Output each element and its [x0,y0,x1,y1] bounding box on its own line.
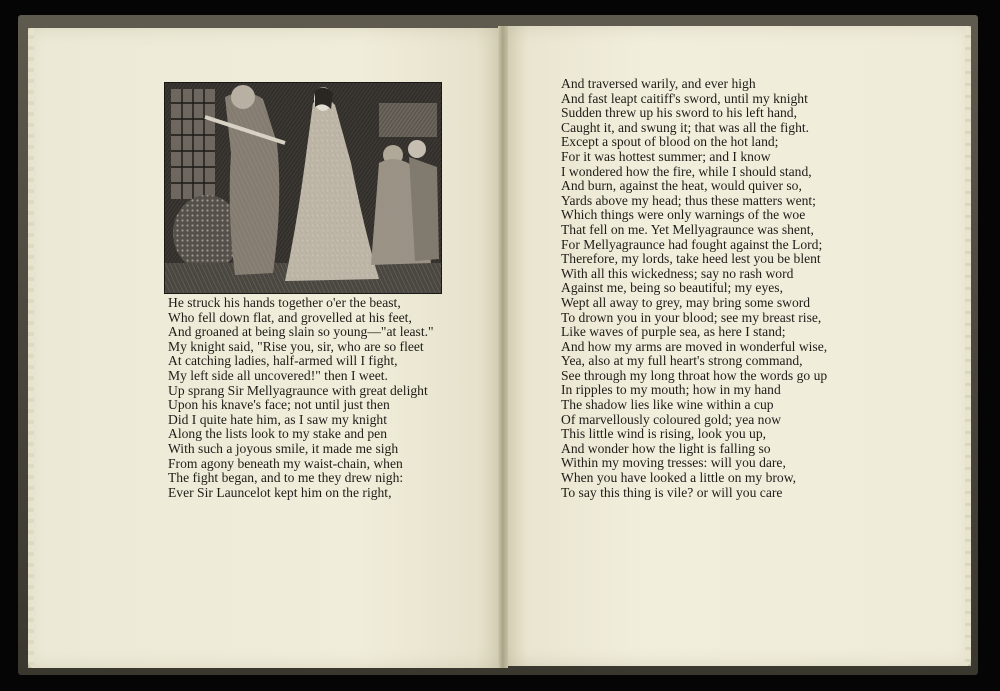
poem-line: Against me, being so beautiful; my eyes, [561,280,783,296]
poem-line: See through my long throat how the words go up [561,367,828,383]
poem-line: My left side all uncovered!" then I weet. [168,367,388,383]
poem-line: Except a spout of blood on the hot land; [561,134,779,150]
poem-line: And groaned at being slain so young—"at least." [168,324,434,340]
poem-line: I wondered how the fire, while I should stand, [561,163,812,179]
poem-line: With all this wickedness; say no rash word [561,265,794,281]
poem-line: Like waves of purple sea, as here I stand; [561,324,786,340]
poem-line: Wept all away to grey, may bring some sword [561,294,811,310]
poem-line: And burn, against the heat, would quiver so, [561,178,802,194]
poem-line: And wonder how the light is falling so [561,440,771,456]
poem-line: Along the lists look to my stake and pen [168,426,387,442]
poem-line: The fight began, and to me they drew nigh: [168,470,404,486]
book-gutter [498,26,508,668]
poem-line: Sudden threw up his sword to his left hand, [561,105,797,121]
poem-line: And traversed warily, and ever high [561,76,756,91]
poem-line: Did I quite hate him, as I saw my knight [168,411,387,427]
poem-line: Yards above my head; thus these matters went; [561,192,816,208]
poem-line: In ripples to my mouth; how in my hand [561,382,781,398]
etching-illustration-drawing [165,83,441,293]
poem-line: Ever Sir Launcelot kept him on the right, [168,484,392,500]
poem-line: He struck his hands together o'er the beast, [168,295,401,310]
poem-line: For it was hottest summer; and I know [561,148,771,164]
poem-line: Upon his knave's face; not until just then [168,397,390,413]
poem-line: The shadow lies like wine within a cup [561,397,774,413]
poem-line: From agony beneath my waist-chain, when [168,455,403,471]
poem-line: Who fell down flat, and grovelled at his feet, [168,309,412,325]
deckled-edge-left [28,28,34,668]
poem-line: When you have looked a little on my brow, [561,470,797,486]
poem-line: That fell on me. Yet Mellyagraunce was shent, [561,221,814,237]
poem-line: With such a joyous smile, it made me sigh [168,440,399,456]
deckled-edge-right [965,26,971,666]
etching-illustration [164,82,442,294]
poem-line: Therefore, my lords, take heed lest you be blent [561,251,821,267]
poem-line: This little wind is rising, look you up, [561,426,767,442]
poem-line: My knight said, "Rise you, sir, who are so fleet [168,338,424,354]
poem-line: Within my moving tresses: will you dare, [561,455,786,471]
poem-line: For Mellyagraunce had fought against the Lord; [561,236,823,252]
poem-line: And fast leapt caitiff's sword, until my knight [561,90,808,106]
poem-line: Yea, also at my full heart's strong command, [561,353,803,369]
poem-line: To drown you in your blood; see my breast rise, [561,309,822,325]
poem-line: Caught it, and swung it; that was all the fight. [561,119,810,135]
left-page-poem [168,296,434,500]
poem-line: Up sprang Sir Mellyagraunce with great delight [168,382,428,398]
poem-line: Which things were only warnings of the woe [561,207,806,223]
poem-line: Of marvellously coloured gold; yea now [561,411,782,427]
poem-line: And how my arms are moved in wonderful wise, [561,338,828,354]
right-page-poem [561,77,827,500]
poem-line: At catching ladies, half-armed will I fight, [168,353,398,369]
poem-line: To say this thing is vile? or will you care [561,484,783,500]
